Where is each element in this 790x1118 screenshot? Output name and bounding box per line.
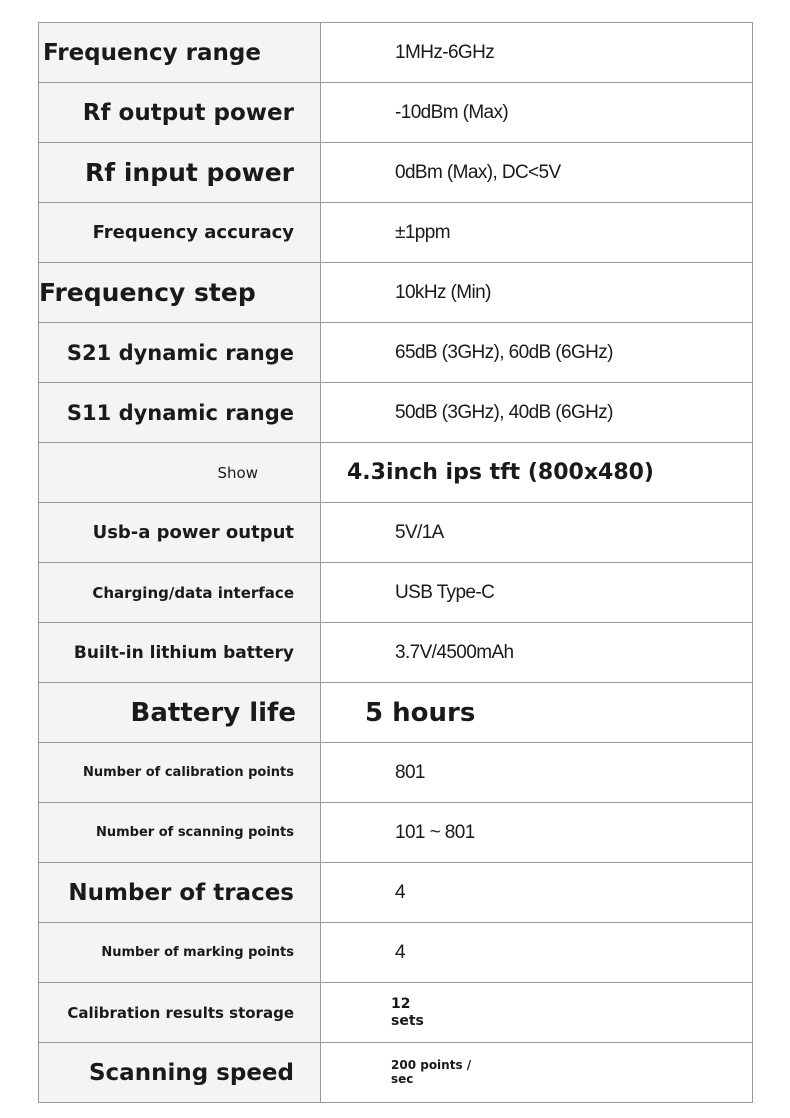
spec-label-usb-a-power-output: Usb-a power output <box>39 503 321 563</box>
table-row <box>39 203 753 263</box>
table-row <box>39 983 753 1043</box>
spec-label-rf-input-power: Rf input power <box>39 143 321 203</box>
spec-label-calibration-results-storage: Calibration results storage <box>39 983 321 1043</box>
table-row <box>39 263 753 323</box>
table-row <box>39 923 753 983</box>
table-row <box>39 743 753 803</box>
spec-value-usb-a-power-output: 5V/1A <box>321 503 753 563</box>
spec-table <box>38 22 753 1103</box>
spec-value-rf-output-power: -10dBm (Max) <box>321 83 753 143</box>
spec-label-s21-dynamic-range: S21 dynamic range <box>39 323 321 383</box>
spec-label-rf-output-power: Rf output power <box>39 83 321 143</box>
value-line: 200 points / <box>391 1057 472 1072</box>
spec-label-battery-life: Battery life <box>39 683 321 743</box>
table-row <box>39 563 753 623</box>
spec-value-frequency-step: 10kHz (Min) <box>321 263 753 323</box>
spec-value-frequency-accuracy: ±1ppm <box>321 203 753 263</box>
table-row <box>39 503 753 563</box>
value-line: sec <box>391 1071 414 1086</box>
spec-value-s21-dynamic-range: 65dB (3GHz), 60dB (6GHz) <box>321 323 753 383</box>
spec-label-built-in-lithium-battery: Built-in lithium battery <box>39 623 321 683</box>
spec-value-charging-data-interface: USB Type-C <box>321 563 753 623</box>
spec-label-frequency-range: Frequency range <box>39 23 321 83</box>
value-line: 12 <box>391 996 411 1013</box>
spec-label-frequency-step: Frequency step <box>39 263 321 323</box>
spec-value-calibration-results-storage <box>321 983 753 1043</box>
spec-label-number-of-calibration-points: Number of calibration points <box>39 743 321 803</box>
spec-value-number-of-traces: 4 <box>321 863 753 923</box>
spec-value-rf-input-power: 0dBm (Max), DC<5V <box>321 143 753 203</box>
spec-label-charging-data-interface: Charging/data interface <box>39 563 321 623</box>
spec-label-number-of-marking-points: Number of marking points <box>39 923 321 983</box>
spec-label-scanning-speed: Scanning speed <box>39 1043 321 1103</box>
table-row <box>39 443 753 503</box>
spec-label-number-of-scanning-points: Number of scanning points <box>39 803 321 863</box>
table-row <box>39 83 753 143</box>
table-row <box>39 23 753 83</box>
table-row <box>39 683 753 743</box>
table-row <box>39 803 753 863</box>
table-row <box>39 1043 753 1103</box>
spec-value-show: 4.3inch ips tft (800x480) <box>321 443 753 503</box>
spec-value-scanning-speed <box>321 1043 753 1103</box>
spec-label-s11-dynamic-range: S11 dynamic range <box>39 383 321 443</box>
spec-value-frequency-range: 1MHz-6GHz <box>321 23 753 83</box>
spec-value-battery-life: 5 hours <box>321 683 753 743</box>
spec-label-show: Show <box>39 443 321 503</box>
table-row <box>39 323 753 383</box>
spec-value-built-in-lithium-battery: 3.7V/4500mAh <box>321 623 753 683</box>
table-row <box>39 623 753 683</box>
table-row <box>39 383 753 443</box>
spec-label-number-of-traces: Number of traces <box>39 863 321 923</box>
spec-value-number-of-marking-points: 4 <box>321 923 753 983</box>
value-line: sets <box>391 1012 424 1029</box>
spec-value-s11-dynamic-range: 50dB (3GHz), 40dB (6GHz) <box>321 383 753 443</box>
table-row <box>39 143 753 203</box>
table-row <box>39 863 753 923</box>
spec-label-frequency-accuracy: Frequency accuracy <box>39 203 321 263</box>
spec-value-number-of-scanning-points: 101 ~ 801 <box>321 803 753 863</box>
spec-value-number-of-calibration-points: 801 <box>321 743 753 803</box>
